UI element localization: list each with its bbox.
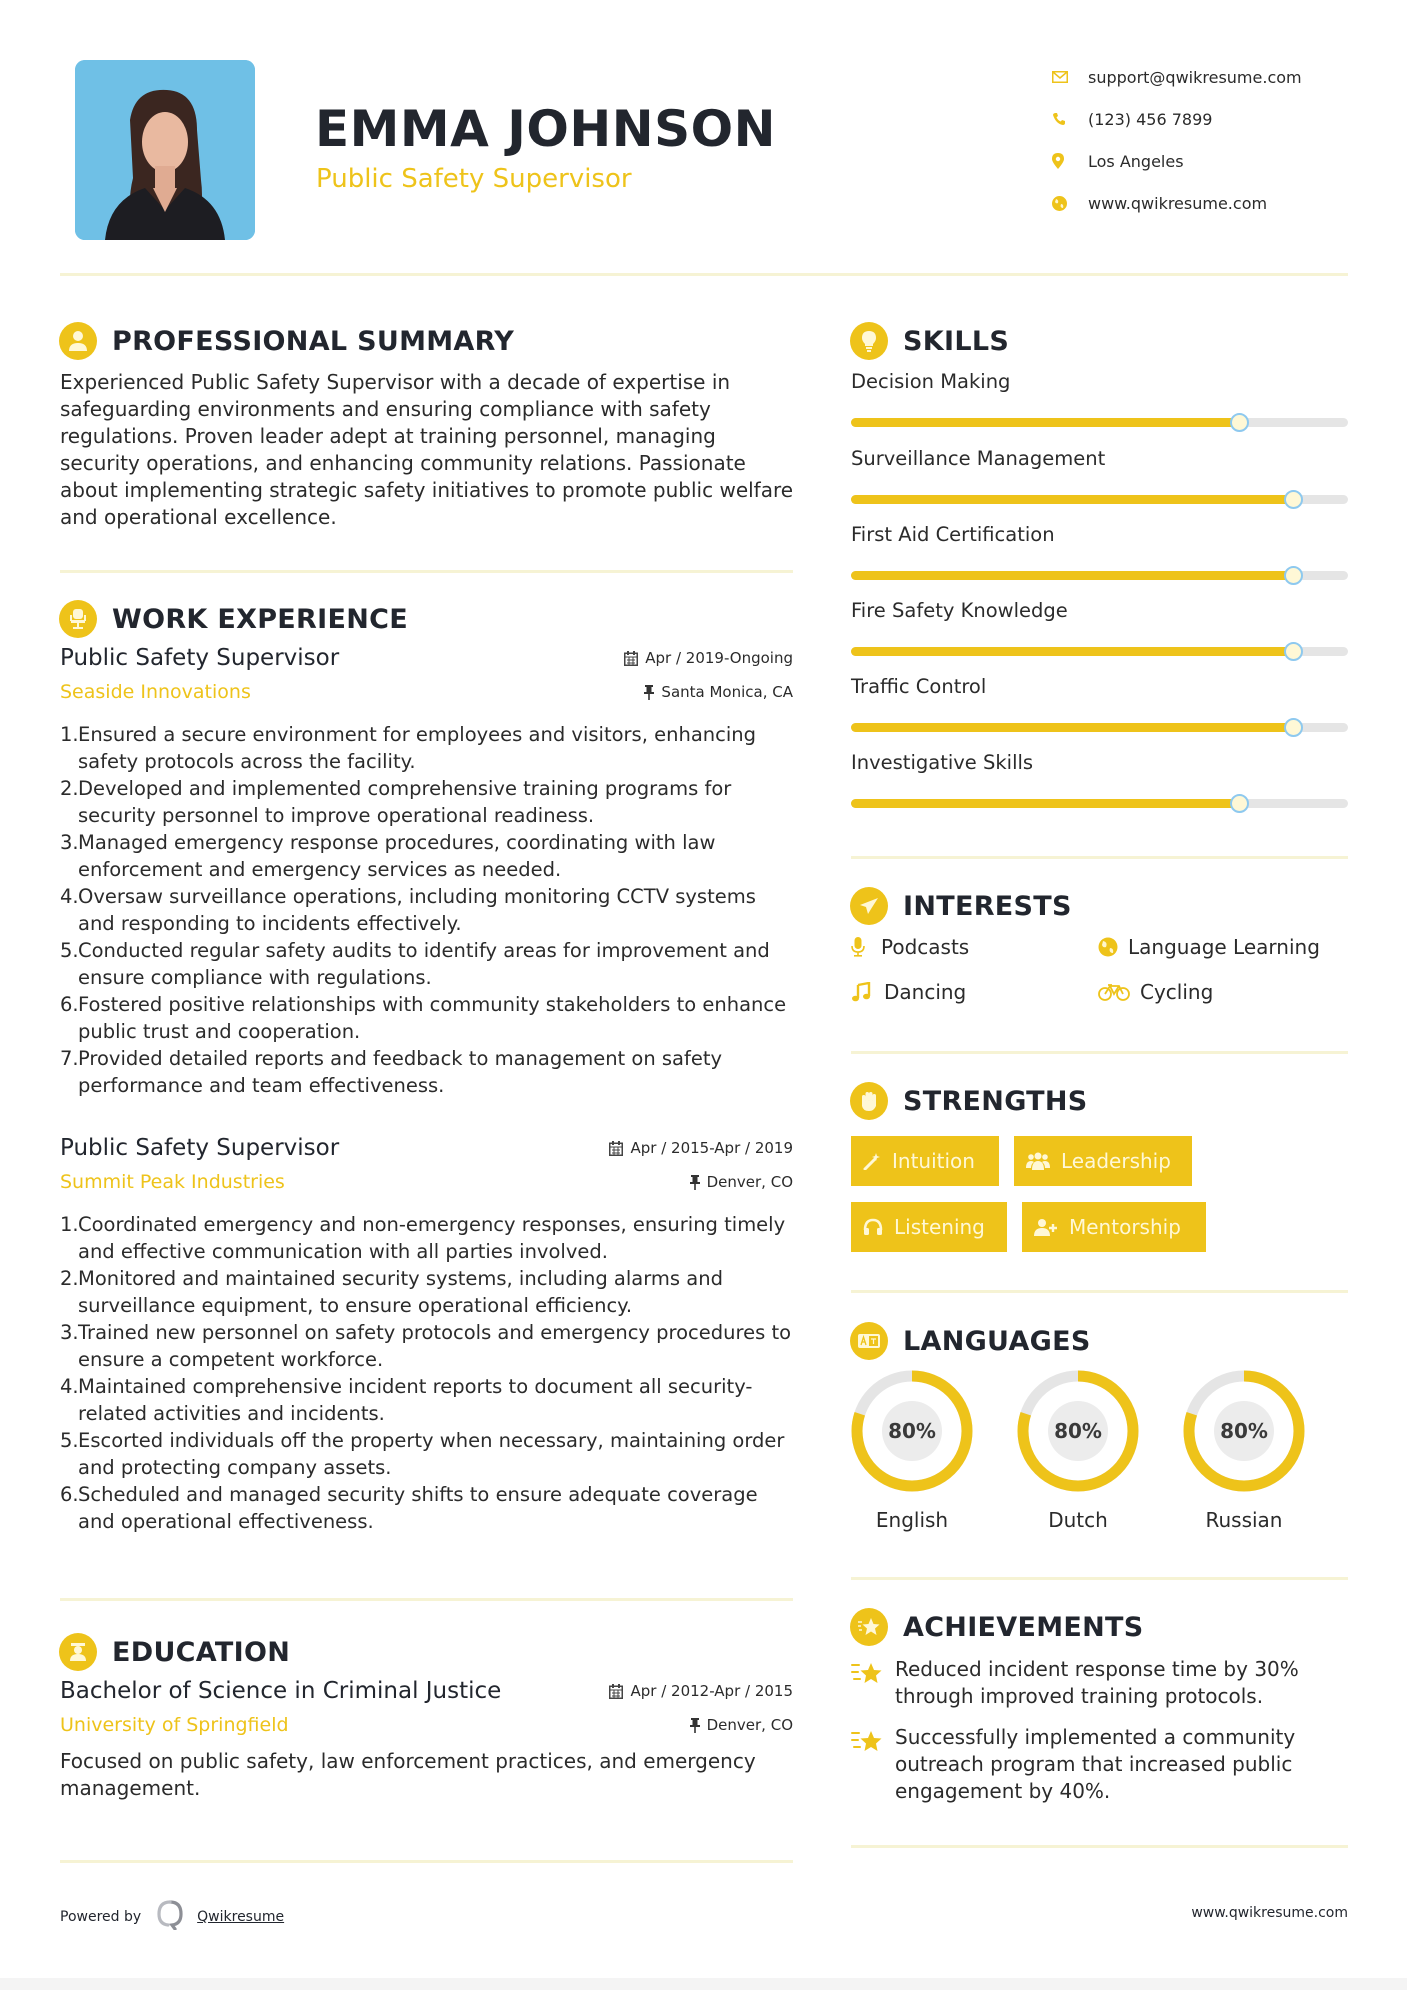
music-note-icon (851, 982, 884, 1002)
qwikresume-link[interactable]: Qwikresume (197, 1909, 285, 1925)
language-name: English (875, 1508, 949, 1532)
language-percent: 80% (888, 1419, 936, 1443)
calendar-icon (624, 651, 638, 666)
contact-location (1050, 140, 1302, 182)
language-item (1182, 1369, 1306, 1532)
group-icon (1026, 1151, 1050, 1171)
job-location (690, 1173, 793, 1191)
summary-text: Experienced Public Safety Supervisor with a decade of expertise in safeguarding environments and ensuring compliance with safety regulations. Proven leader adept at training personnel, managing security operations, and enhancing community relations. Passionate about implementing strategic safety initiatives to promote public welfare and operational excellence. (60, 370, 794, 529)
job-bullet: 5. Escorted individuals off the property when necessary, maintaining order and protecting company assets. (60, 1429, 785, 1479)
translate-icon (850, 1322, 888, 1360)
skill-bar (851, 799, 1348, 808)
footer-website-link[interactable]: www.qwikresume.com (1191, 1905, 1348, 1921)
skill-knob (1284, 566, 1303, 585)
shooting-star-icon (851, 1656, 895, 1710)
education-title: EDUCATION (112, 1636, 291, 1668)
education-entry (60, 1678, 793, 1802)
user-plus-icon (1034, 1218, 1058, 1236)
achievement-item: Reduced incident response time by 30% through improved training protocols. (851, 1656, 1348, 1710)
achievements-divider (851, 1845, 1348, 1848)
job-bullet: 6. Fostered positive relationships with community stakeholders to enhance public trust and cooperation. (60, 993, 787, 1043)
language-name: Russian (1205, 1508, 1283, 1532)
footer-powered-by (60, 1900, 284, 1934)
skill-item: Fire Safety Knowledge (851, 599, 1348, 656)
summary-heading (59, 322, 514, 360)
contact-location-text: Los Angeles (1088, 151, 1184, 171)
powered-by-label: Powered by (60, 1909, 142, 1925)
education-heading (59, 1633, 290, 1671)
skill-bar (851, 647, 1348, 656)
experience-title: WORK EXPERIENCE (112, 603, 408, 635)
lightbulb-icon (850, 322, 888, 360)
magic-wand-icon (863, 1152, 881, 1170)
strengths-heading (850, 1082, 1088, 1120)
job-location (644, 683, 793, 701)
education-location (690, 1716, 793, 1734)
person-photo-icon (75, 60, 255, 240)
job-bullet: 3. Trained new personnel on safety protocols and emergency procedures to ensure a competent workforce. (60, 1321, 792, 1371)
skills-divider (851, 856, 1348, 859)
profile-photo (75, 60, 255, 240)
language-progress-ring (1182, 1369, 1306, 1493)
job-dates (609, 1139, 793, 1157)
user-icon (59, 322, 97, 360)
language-progress-ring (1016, 1369, 1140, 1493)
skill-item: Decision Making (851, 370, 1348, 427)
interest-item: Language Learning (1098, 935, 1320, 959)
education-location-text: Denver, CO (706, 1716, 793, 1734)
strengths-title: STRENGTHS (903, 1085, 1088, 1117)
strength-chip: Listening (851, 1202, 1007, 1252)
skill-knob (1230, 794, 1249, 813)
contact-phone[interactable] (1050, 98, 1302, 140)
language-name: Dutch (1048, 1508, 1108, 1532)
job-bullets (60, 1211, 793, 1535)
degree-title: Bachelor of Science in Criminal Justice (60, 1678, 502, 1704)
shooting-star-icon (851, 1724, 895, 1805)
job-bullet: 2. Monitored and maintained security systems, including alarms and surveillance equipment, to ensure operational efficiency. (60, 1267, 723, 1317)
skills-title: SKILLS (903, 325, 1010, 357)
skill-item: Traffic Control (851, 675, 1348, 732)
strength-chip: Mentorship (1022, 1202, 1206, 1252)
job-dates-text: Apr / 2019-Ongoing (645, 649, 793, 667)
job-bullet: 6. Scheduled and managed security shifts to ensure adequate coverage and operational effectiveness. (60, 1483, 758, 1533)
bicycle-icon (1098, 983, 1140, 1001)
globe-icon (1098, 937, 1128, 957)
job-title: Public Safety Supervisor (60, 1135, 340, 1161)
experience-divider (60, 1598, 793, 1601)
languages-divider (851, 1577, 1348, 1580)
job-bullet: 4. Maintained comprehensive incident reports to document all security-related activities and incidents. (60, 1375, 753, 1425)
achievements-title: ACHIEVEMENTS (903, 1611, 1144, 1643)
contact-website-text: www.qwikresume.com (1088, 193, 1268, 213)
envelope-icon (1050, 71, 1088, 83)
contact-email[interactable] (1050, 56, 1302, 98)
summary-divider (60, 570, 793, 573)
strength-chip: Intuition (851, 1136, 999, 1186)
school-name: University of Springfield (60, 1714, 289, 1736)
skill-bar (851, 495, 1348, 504)
map-pin-icon (1050, 153, 1088, 169)
skill-bar (851, 418, 1348, 427)
job-company: Summit Peak Industries (60, 1171, 285, 1193)
job-bullet: 4. Oversaw surveillance operations, including monitoring CCTV systems and responding to incidents effectively. (60, 885, 756, 935)
interest-item: Dancing (851, 980, 966, 1004)
achievement-item: Successfully implemented a community outreach program that increased public engagement by 40%. (851, 1724, 1348, 1805)
interests-title: INTERESTS (903, 890, 1072, 922)
summary-title: PROFESSIONAL SUMMARY (112, 325, 515, 357)
job-dates (624, 649, 793, 667)
job-bullet: 3. Managed emergency response procedures, coordinating with law enforcement and emergency services as needed. (60, 831, 716, 881)
calendar-icon (609, 1684, 623, 1699)
fist-icon (850, 1082, 888, 1120)
candidate-title: Public Safety Supervisor (316, 164, 632, 194)
contact-list (1050, 56, 1302, 224)
job-title: Public Safety Supervisor (60, 645, 340, 671)
language-item (1016, 1369, 1140, 1532)
job-bullets (60, 721, 793, 1099)
skills-heading (850, 322, 1009, 360)
skill-item: First Aid Certification (851, 523, 1348, 580)
education-divider (60, 1860, 793, 1863)
job-bullet: 2. Developed and implemented comprehensive training programs for security personnel to improve operational readiness. (60, 777, 732, 827)
interest-item: Podcasts (851, 935, 969, 959)
skill-knob (1230, 413, 1249, 432)
language-progress-ring (850, 1369, 974, 1493)
phone-icon (1050, 112, 1088, 126)
languages-heading (850, 1322, 1091, 1360)
skill-knob (1284, 642, 1303, 661)
qwikresume-logo-icon (157, 1900, 183, 1934)
contact-phone-text: (123) 456 7899 (1088, 109, 1213, 129)
education-dates-text: Apr / 2012-Apr / 2015 (630, 1682, 793, 1700)
experience-heading (59, 600, 408, 638)
contact-website[interactable] (1050, 182, 1302, 224)
paper-plane-icon (850, 887, 888, 925)
strength-chip: Leadership (1014, 1136, 1192, 1186)
interest-item: Cycling (1098, 980, 1213, 1004)
job-location-text: Santa Monica, CA (661, 683, 793, 701)
candidate-name: EMMA JOHNSON (315, 100, 776, 158)
calendar-icon (609, 1141, 623, 1156)
education-dates (609, 1682, 793, 1700)
job-bullet: 5. Conducted regular safety audits to identify areas for improvement and ensure compliance with regulations. (60, 939, 770, 989)
globe-icon (1050, 196, 1088, 211)
office-chair-icon (59, 600, 97, 638)
pushpin-icon (690, 1175, 700, 1190)
skill-item: Surveillance Management (851, 447, 1348, 504)
headphones-icon (863, 1218, 883, 1236)
languages-title: LANGUAGES (903, 1325, 1091, 1357)
star-badge-icon (850, 1608, 888, 1646)
graduate-icon (59, 1633, 97, 1671)
job-location-text: Denver, CO (706, 1173, 793, 1191)
education-description: Focused on public safety, law enforcement practices, and emergency management. (60, 1749, 756, 1800)
job-dates-text: Apr / 2015-Apr / 2019 (630, 1139, 793, 1157)
header-divider (60, 273, 1348, 276)
pushpin-icon (644, 685, 654, 700)
interests-divider (851, 1051, 1348, 1054)
language-item (850, 1369, 974, 1532)
skill-bar (851, 571, 1348, 580)
pushpin-icon (690, 1718, 700, 1733)
language-percent: 80% (1054, 1419, 1102, 1443)
microphone-icon (851, 937, 881, 957)
job-bullet: 7. Provided detailed reports and feedback to management on safety performance and team effectiveness. (60, 1047, 723, 1097)
skill-bar (851, 723, 1348, 732)
job-entry (60, 645, 793, 1099)
achievements-heading (850, 1608, 1144, 1646)
job-entry (60, 1135, 793, 1535)
job-bullet: 1. Ensured a secure environment for employees and visitors, enhancing safety protocols across the facility. (60, 723, 757, 773)
job-bullet: 1. Coordinated emergency and non-emergency responses, ensuring timely and effective communication with all parties involved. (60, 1213, 786, 1263)
language-percent: 80% (1220, 1419, 1268, 1443)
contact-email-text: support@qwikresume.com (1088, 67, 1302, 87)
strengths-divider (851, 1290, 1348, 1293)
skill-item: Investigative Skills (851, 751, 1348, 808)
job-company: Seaside Innovations (60, 681, 251, 703)
page-bottom-band (0, 1978, 1407, 1990)
interests-heading (850, 887, 1072, 925)
skill-knob (1284, 490, 1303, 509)
skill-knob (1284, 718, 1303, 737)
